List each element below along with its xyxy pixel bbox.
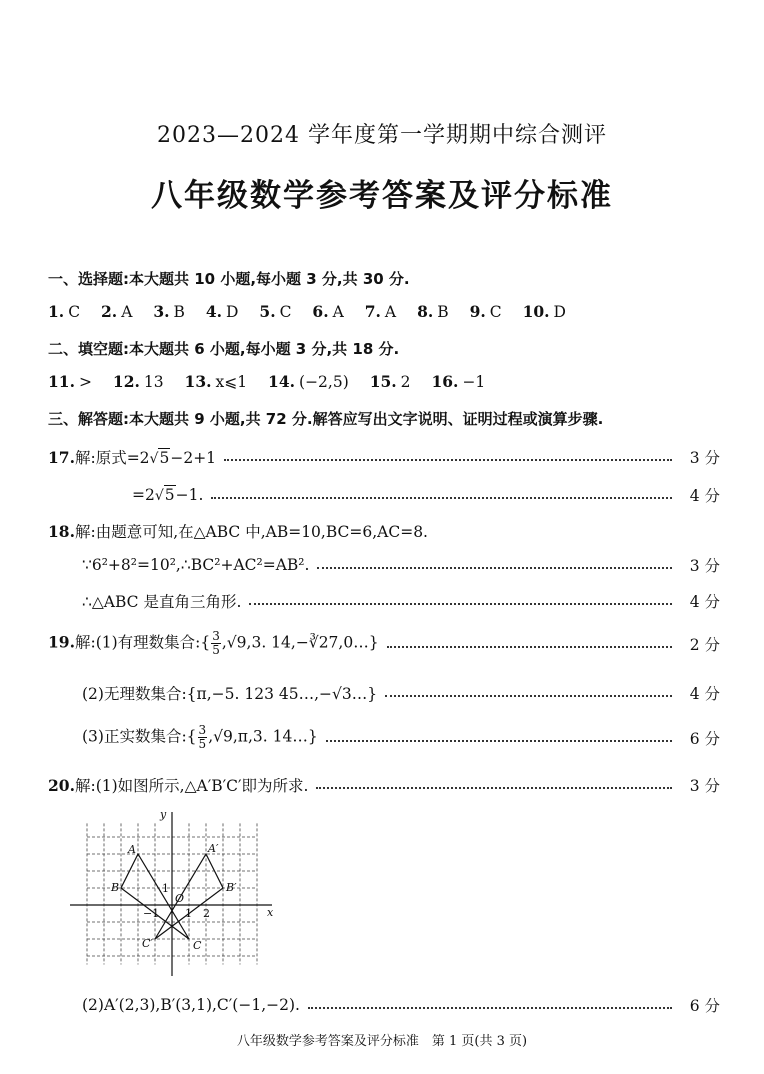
tick-x1: 1 — [185, 907, 192, 920]
label-a1: A′ — [208, 842, 219, 855]
section1-heading: 一、选择题:本大题共 10 小题,每小题 3 分,共 30 分. — [48, 270, 410, 288]
q19-line1: 19.解:(1)有理数集合:{ $\frac{3}{5}$ ,√9,3. 14,−∛27,0…} 2 分 — [48, 629, 720, 657]
section2-heading: 二、填空题:本大题共 6 小题,每小题 3 分,共 18 分. — [48, 340, 400, 358]
score: 6 分 — [689, 997, 720, 1015]
q17-line2: =2√5−1. 4 分 — [132, 486, 720, 505]
q18-line2: ∵6²+8²=10²,∴BC²+AC²=AB². 3 分 — [82, 556, 720, 575]
score: 6 分 — [689, 729, 720, 748]
x-label: x — [267, 906, 274, 919]
label-c1: C′ — [142, 937, 153, 950]
tick-xneg1: −1 — [143, 907, 160, 920]
score: 3 分 — [689, 449, 720, 467]
q17-line1: 17.解:原式=2√5−2+1 3 分 — [48, 448, 720, 467]
page-footer: 八年级数学参考答案及评分标准 第 1 页(共 3 页) — [236, 1034, 528, 1049]
answer-item: 7. A — [364, 302, 397, 321]
q18-line3: ∴△ABC 是直角三角形. 4 分 — [48, 590, 720, 612]
answer-item: 5. C — [259, 302, 292, 321]
q18-line1: 18.解:由题意可知,在△ABC 中,AB=10,BC=6,AC=8. — [48, 522, 428, 541]
label-a: A — [128, 843, 136, 856]
label-b: B — [111, 881, 120, 894]
score: 3 分 — [689, 777, 720, 795]
q20-line1: 20.解:(1)如图所示,△A′B′C′即为所求. 3 分 — [48, 776, 720, 795]
answer-item: 3. B — [153, 302, 185, 321]
answer-item: 14. (−2,5) — [268, 372, 349, 391]
label-c: C — [193, 939, 202, 952]
score: 4 分 — [689, 685, 720, 703]
answer-item: 11. > — [48, 372, 92, 391]
answer-item: 1. C — [48, 302, 81, 321]
section3-heading: 三、解答题:本大题共 9 小题,共 72 分.解答应写出文字说明、证明过程或演算步骤. — [48, 410, 604, 428]
answer-item: 12. 13 — [112, 372, 164, 391]
label-b1: B′ — [226, 881, 237, 894]
section1-answers — [48, 302, 582, 321]
answer-item: 10. D — [522, 302, 566, 321]
y-label: y — [160, 808, 167, 821]
section2-answers — [48, 372, 501, 391]
answer-item: 13. x⩽1 — [184, 372, 248, 391]
document-title: 八年级数学参考答案及评分标准 — [151, 178, 613, 214]
answer-item: 6. A — [312, 302, 344, 321]
tick-x2: 2 — [203, 907, 210, 920]
answer-item: 4. D — [205, 302, 239, 321]
answer-item: 2. A — [101, 302, 133, 321]
label-origin: O — [175, 892, 185, 905]
figure-labels — [110, 808, 274, 952]
answer-item: 16. −1 — [431, 372, 486, 391]
answer-item: 9. C — [469, 302, 502, 321]
score: 4 分 — [689, 593, 720, 611]
answer-item: 8. B — [417, 302, 449, 321]
score: 3 分 — [689, 557, 720, 575]
q19-line2: (2)无理数集合:{π,−5. 123 45…,−√3…} 4 分 — [48, 682, 720, 704]
axes — [70, 812, 272, 976]
exam-title: 2023—2024 学年度第一学期期中综合测评 — [157, 123, 607, 148]
score: 4 分 — [689, 487, 720, 505]
answer-item: 15. 2 — [369, 372, 411, 391]
q19-line3: (3)正实数集合:{ $\frac{3}{5}$ ,√9,π,3. 14…} 6 分 — [82, 723, 720, 751]
coordinate-figure — [68, 808, 278, 980]
tick-y1: 1 — [162, 882, 169, 895]
q20-line2: (2)A′(2,3),B′(3,1),C′(−1,−2). 6 分 — [82, 996, 720, 1015]
score: 2 分 — [689, 635, 720, 654]
